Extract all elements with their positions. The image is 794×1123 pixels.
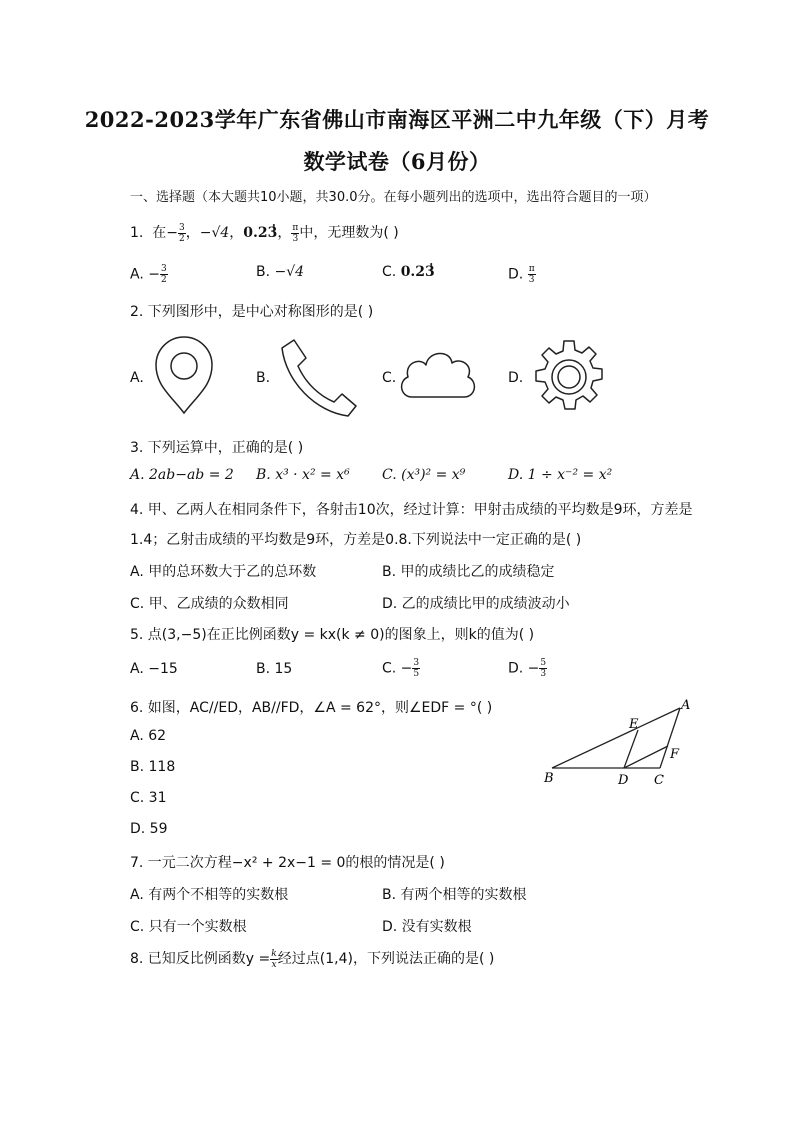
q1-option-c[interactable]: C. 0.23̇̇ xyxy=(382,264,435,280)
q6-option-a[interactable]: A. 62 xyxy=(130,728,167,744)
q3-option-a[interactable]: A. 2ab−ab = 2 xyxy=(130,467,234,483)
fraction-pi-3: $\frac{\pi}{3}$ xyxy=(292,222,299,244)
label-b: B xyxy=(544,771,554,786)
label-f: F xyxy=(670,747,680,762)
q5-option-d[interactable]: D. − $\frac{5}{3}$ xyxy=(508,658,547,679)
question-1: 1. 在− $\frac{3}{2}$ ，−√4，0.23̇̇， $\frac{\pi}{3}$ 中，无理数为( ) xyxy=(130,222,399,244)
geometry-figure xyxy=(538,696,698,788)
q5-option-c[interactable]: C. − $\frac{3}{5}$ xyxy=(382,658,420,679)
q6-option-d[interactable]: D. 59 xyxy=(130,821,168,837)
q7-option-b[interactable]: B. 有两个相等的实数根 xyxy=(382,887,527,903)
question-8: 8. 已知反比例函数y = $\frac{k}{x}$ 经过点(1,4)，下列说法正确的是( ) xyxy=(130,948,495,970)
q3-option-d[interactable]: D. 1 ÷ x⁻² = x² xyxy=(508,467,613,483)
fraction-k-x: $\frac{k}{x}$ xyxy=(271,948,277,970)
question-2: 2. 下列图形中，是中心对称图形的是( ) xyxy=(130,304,374,320)
q5-option-b[interactable]: B. 15 xyxy=(256,661,293,677)
q6-option-b[interactable]: B. 118 xyxy=(130,759,176,775)
q7-option-a[interactable]: A. 有两个不相等的实数根 xyxy=(130,887,289,903)
q3-option-b[interactable]: B. x³ · x² = x⁶ xyxy=(256,467,350,483)
label-d: D xyxy=(618,773,629,788)
q4-option-b[interactable]: B. 甲的成绩比乙的成绩稳定 xyxy=(382,564,555,580)
gear-icon xyxy=(530,338,608,416)
label-e: E xyxy=(629,717,639,732)
page-title-line2: 数学试卷（6月份） xyxy=(303,149,491,174)
label-a: A xyxy=(681,698,691,713)
question-3: 3. 下列运算中，正确的是( ) xyxy=(130,440,304,456)
cloud-icon xyxy=(398,345,478,407)
q5-option-a[interactable]: A. −15 xyxy=(130,661,178,677)
question-4-line2: 1.4；乙射击成绩的平均数是9环，方差是0.8.下列说法中一定正确的是( ) xyxy=(130,532,582,548)
segment-ba xyxy=(552,708,680,768)
page-title-line1: 2022-2023学年广东省佛山市南海区平洲二中九年级（下）月考 xyxy=(84,107,710,132)
phone-icon xyxy=(276,336,360,418)
q6-option-c[interactable]: C. 31 xyxy=(130,790,167,806)
section-heading: 一、选择题（本大题共10小题，共30.0分。在每小题列出的选项中，选出符合题目的一项） xyxy=(130,190,657,205)
label-c: C xyxy=(654,773,664,788)
q3-option-c[interactable]: C. (x³)² = x⁹ xyxy=(382,467,466,483)
location-pin-icon xyxy=(150,335,218,421)
q7-option-c[interactable]: C. 只有一个实数根 xyxy=(130,919,247,935)
q4-option-c[interactable]: C. 甲、乙成绩的众数相同 xyxy=(130,596,289,612)
question-7: 7. 一元二次方程−x² + 2x−1 = 0的根的情况是( ) xyxy=(130,855,445,871)
question-6: 6. 如图，AC//ED，AB//FD，∠A = 62°，则∠EDF = °( ) xyxy=(130,700,493,716)
q2-option-b-label[interactable]: B. xyxy=(256,370,271,386)
fraction-3-2: $\frac{3}{2}$ xyxy=(179,222,185,244)
q1-option-d[interactable]: D. $\frac{\pi}{3}$ xyxy=(508,264,535,285)
q1-option-a[interactable]: A. − $\frac{3}{2}$ xyxy=(130,264,167,285)
question-4-line1: 4. 甲、乙两人在相同条件下，各射击10次，经过计算：甲射击成绩的平均数是9环，方差是 xyxy=(130,502,693,518)
q2-option-a-label[interactable]: A. xyxy=(130,370,144,386)
q4-option-d[interactable]: D. 乙的成绩比甲的成绩波动小 xyxy=(382,596,570,612)
q2-option-c-label[interactable]: C. xyxy=(382,370,397,386)
q2-option-d-label[interactable]: D. xyxy=(508,370,524,386)
q7-option-d[interactable]: D. 没有实数根 xyxy=(382,919,472,935)
q1-option-b[interactable]: B. −√4 xyxy=(256,264,305,280)
question-5: 5. 点(3,−5)在正比例函数y = kx(k ≠ 0)的图象上，则k的值为( ) xyxy=(130,627,535,643)
q4-option-a[interactable]: A. 甲的总环数大于乙的总环数 xyxy=(130,564,317,580)
